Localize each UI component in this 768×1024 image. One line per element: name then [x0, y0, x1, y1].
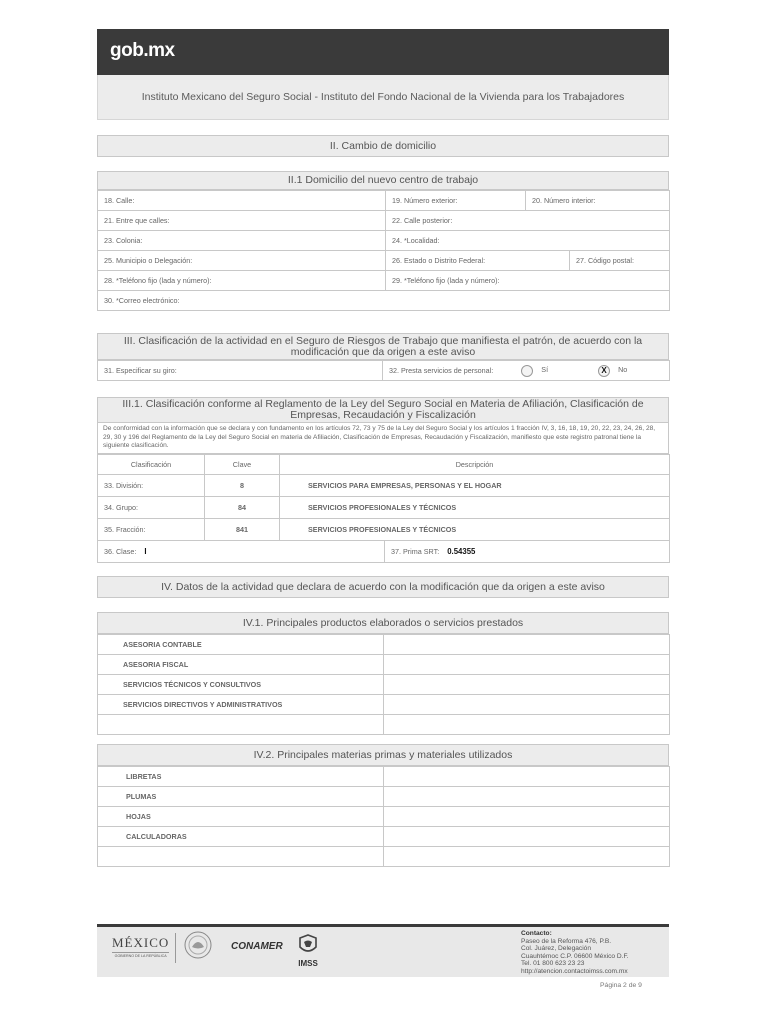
product-item[interactable]: ASESORIA CONTABLE	[98, 635, 384, 655]
field-calle-posterior[interactable]: 22. Calle posterior:	[386, 211, 670, 231]
col-clasificacion: Clasificación	[98, 455, 205, 475]
presta-servicios-label: 32. Presta servicios de personal:	[389, 365, 494, 375]
contact-line: Cuauhtémoc C.P. 06600 México D.F.	[521, 952, 629, 960]
field-entre-calles[interactable]: 21. Entre que calles:	[98, 211, 386, 231]
imss-text: IMSS	[298, 959, 318, 968]
row-label: 34. Grupo:	[98, 497, 205, 519]
gobmx-logo[interactable]: gob.mx	[110, 40, 175, 61]
row-descripcion[interactable]: SERVICIOS PROFESIONALES Y TÉCNICOS	[280, 497, 670, 519]
product-item[interactable]: ASESORIA FISCAL	[98, 655, 384, 675]
field-calle[interactable]: 18. Calle:	[98, 191, 386, 211]
gobierno-text: GOBIERNO DE LA REPÚBLICA	[112, 952, 169, 958]
product-item-extra[interactable]	[384, 655, 670, 675]
field-codigo-postal[interactable]: 27. Código postal:	[570, 251, 670, 271]
table-row	[98, 497, 670, 519]
field-presta-servicios	[383, 361, 670, 381]
radio-no[interactable]: X	[598, 365, 610, 377]
clase-value: I	[144, 547, 147, 556]
radio-no-label: No	[618, 365, 628, 375]
table-row	[98, 519, 670, 541]
list-item	[98, 635, 670, 655]
row-clave[interactable]: 841	[205, 519, 280, 541]
logo-divider	[175, 933, 176, 963]
row-descripcion[interactable]: SERVICIOS PARA EMPRESAS, PERSONAS Y EL HOGAR	[280, 475, 670, 497]
section-iv1-title: IV.1. Principales productos elaborados o servicios prestados	[97, 612, 669, 634]
list-item	[98, 787, 670, 807]
list-item	[98, 767, 670, 787]
material-item[interactable]	[98, 847, 384, 867]
legal-paragraph: De conformidad con la información que se declara y con fundamento en los artículos 72, 73 y 75 de la Ley del Seguro Social y los artículos 1 fracción IV, 3, 16, 18, 19, 20, 22, 23, 24, 26, 28, 29, 30 y 196 del Reglamento de la Ley del Seguro Social en materia de Afiliación, Clasificación de Empresas, Recaudación y Fiscalización, manifiesto que este registro patronal tiene la siguiente clasificación.	[97, 423, 669, 454]
material-item-extra[interactable]	[384, 807, 670, 827]
field-telefono-1[interactable]: 28. *Teléfono fijo (lada y número):	[98, 271, 386, 291]
contact-link[interactable]: http://atencion.contactoimss.com.mx	[521, 967, 628, 975]
footer	[97, 927, 669, 977]
material-item-extra[interactable]	[384, 847, 670, 867]
field-correo[interactable]: 30. *Correo electrónico:	[98, 291, 670, 311]
list-item	[98, 695, 670, 715]
list-item	[98, 675, 670, 695]
section-ii-title: II. Cambio de domicilio	[97, 135, 669, 157]
contact-title: Contacto:	[521, 930, 552, 937]
field-prima-srt[interactable]	[385, 541, 670, 563]
materials-table	[97, 766, 670, 867]
mexico-text: MÉXICO	[112, 935, 170, 950]
material-item[interactable]: CALCULADORAS	[98, 827, 384, 847]
prima-label: 37. Prima SRT:	[391, 547, 440, 556]
field-clase[interactable]	[98, 541, 385, 563]
page-number: Página 2 de 9	[600, 982, 642, 989]
product-item-extra[interactable]	[384, 635, 670, 655]
section-iii	[97, 333, 670, 381]
conamer-logo: CONAMER	[231, 941, 283, 952]
material-item[interactable]: HOJAS	[98, 807, 384, 827]
product-item-extra[interactable]	[384, 695, 670, 715]
material-item-extra[interactable]	[384, 767, 670, 787]
list-item	[98, 807, 670, 827]
row-label: 33. División:	[98, 475, 205, 497]
row-label: 35. Fracción:	[98, 519, 205, 541]
field-municipio[interactable]: 25. Municipio o Delegación:	[98, 251, 386, 271]
section-iii-title: III. Clasificación de la actividad en el Seguro de Riesgos de Trabajo que manifiesta el patrón, de acuerdo con la modificación que da origen a este aviso	[97, 333, 669, 360]
product-item-extra[interactable]	[384, 715, 670, 735]
material-item-extra[interactable]	[384, 827, 670, 847]
field-giro[interactable]: 31. Especificar su giro:	[98, 361, 383, 381]
section-iii1-title: III.1. Clasificación conforme al Reglamento de la Ley del Seguro Social en Materia de Afiliación, Clasificación de Empresas, Recaudación y Fiscalización	[97, 397, 669, 423]
imss-eagle-icon	[297, 934, 319, 956]
address-table	[97, 190, 670, 311]
radio-si-label: Sí	[541, 365, 549, 375]
section-iii1	[97, 397, 670, 563]
col-clave: Clave	[205, 455, 280, 475]
product-item[interactable]	[98, 715, 384, 735]
products-table	[97, 634, 670, 735]
field-estado[interactable]: 26. Estado o Distrito Federal:	[386, 251, 570, 271]
mexico-logo	[112, 935, 169, 958]
material-item[interactable]: LIBRETAS	[98, 767, 384, 787]
section-iv2	[97, 744, 670, 867]
material-item-extra[interactable]	[384, 787, 670, 807]
list-item	[98, 847, 670, 867]
product-item[interactable]: SERVICIOS DIRECTIVOS Y ADMINISTRATIVOS	[98, 695, 384, 715]
imss-logo	[297, 934, 319, 968]
clase-label: 36. Clase:	[104, 547, 137, 556]
field-localidad[interactable]: 24. *Localidad:	[386, 231, 670, 251]
section-ii1-title: II.1 Domicilio del nuevo centro de trabajo	[97, 171, 669, 190]
material-item[interactable]: PLUMAS	[98, 787, 384, 807]
giro-table	[97, 360, 670, 381]
row-descripcion[interactable]: SERVICIOS PROFESIONALES Y TÉCNICOS	[280, 519, 670, 541]
col-descripcion: Descripción	[280, 455, 670, 475]
section-iv1	[97, 612, 670, 735]
list-item	[98, 715, 670, 735]
coat-of-arms-icon	[183, 930, 213, 960]
list-item	[98, 827, 670, 847]
section-iv2-title: IV.2. Principales materias primas y materiales utilizados	[97, 744, 669, 766]
classification-table	[97, 454, 670, 563]
field-colonia[interactable]: 23. Colonia:	[98, 231, 386, 251]
contact-info	[521, 930, 629, 976]
field-telefono-2[interactable]: 29. *Teléfono fijo (lada y número):	[386, 271, 670, 291]
contact-line: Paseo de la Reforma 476, P.B.	[521, 937, 612, 945]
table-row	[98, 475, 670, 497]
product-item[interactable]: SERVICIOS TÉCNICOS Y CONSULTIVOS	[98, 675, 384, 695]
radio-si[interactable]	[521, 365, 533, 377]
product-item-extra[interactable]	[384, 675, 670, 695]
header-bar	[97, 29, 669, 75]
contact-line: Tel. 01 800 623 23 23	[521, 960, 585, 968]
list-item	[98, 655, 670, 675]
section-ii1	[97, 171, 670, 311]
field-numero-exterior[interactable]: 19. Número exterior:	[386, 191, 526, 211]
row-clave[interactable]: 8	[205, 475, 280, 497]
section-iv-title: IV. Datos de la actividad que declara de acuerdo con la modificación que da origen a este aviso	[97, 576, 669, 598]
field-numero-interior[interactable]: 20. Número interior:	[526, 191, 670, 211]
prima-value: 0.54355	[447, 547, 476, 556]
contact-line: Col. Juárez, Delegación	[521, 945, 592, 953]
institution-title: Instituto Mexicano del Seguro Social - Instituto del Fondo Nacional de la Vivienda para los Trabajadores	[97, 75, 669, 120]
row-clave[interactable]: 84	[205, 497, 280, 519]
